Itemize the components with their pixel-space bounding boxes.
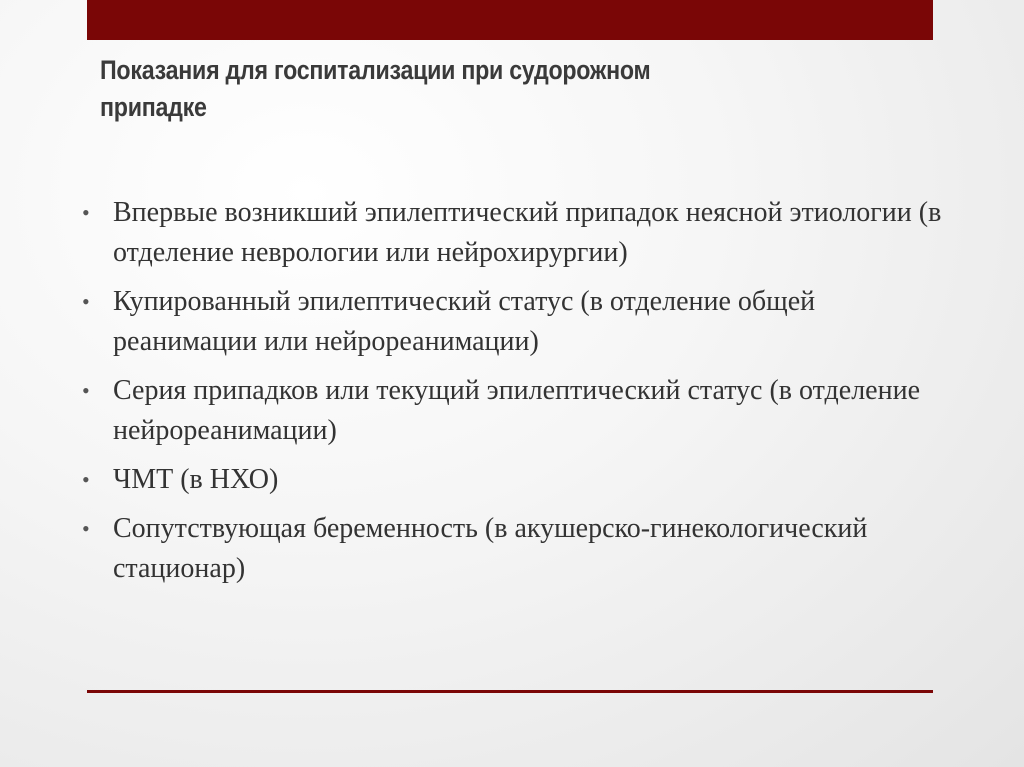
- bullet-item: [82, 509, 952, 589]
- top-accent-bar: [87, 0, 933, 40]
- bullet-item: [82, 371, 952, 451]
- bullet-text: Впервые возникший эпилептический припадок неясной этиологии (в отделение неврологии или нейрохирургии): [113, 197, 942, 268]
- bullet-text: Серия припадков или текущий эпилептический статус (в отделение нейрореанимации): [113, 375, 920, 446]
- bullet-dot-icon: •: [82, 200, 90, 225]
- bullet-item: [82, 193, 952, 273]
- bullet-item: [82, 460, 952, 500]
- bullet-dot-icon: •: [82, 516, 90, 541]
- bullet-text: Купированный эпилептический статус (в отделение общей реанимации или нейрореанимации): [113, 286, 816, 357]
- bullet-item: [82, 282, 952, 362]
- bottom-divider-line: [87, 690, 933, 693]
- slide-title: Показания для госпитализации при судорожном припадке: [100, 55, 651, 122]
- bullet-text: ЧМТ (в НХО): [113, 464, 279, 495]
- bullet-dot-icon: •: [82, 467, 90, 492]
- bullet-text: Сопутствующая беременность (в акушерско-гинекологический стационар): [113, 513, 868, 584]
- bullet-dot-icon: •: [82, 378, 90, 403]
- bullet-dot-icon: •: [82, 289, 90, 314]
- bullet-list: [82, 193, 952, 598]
